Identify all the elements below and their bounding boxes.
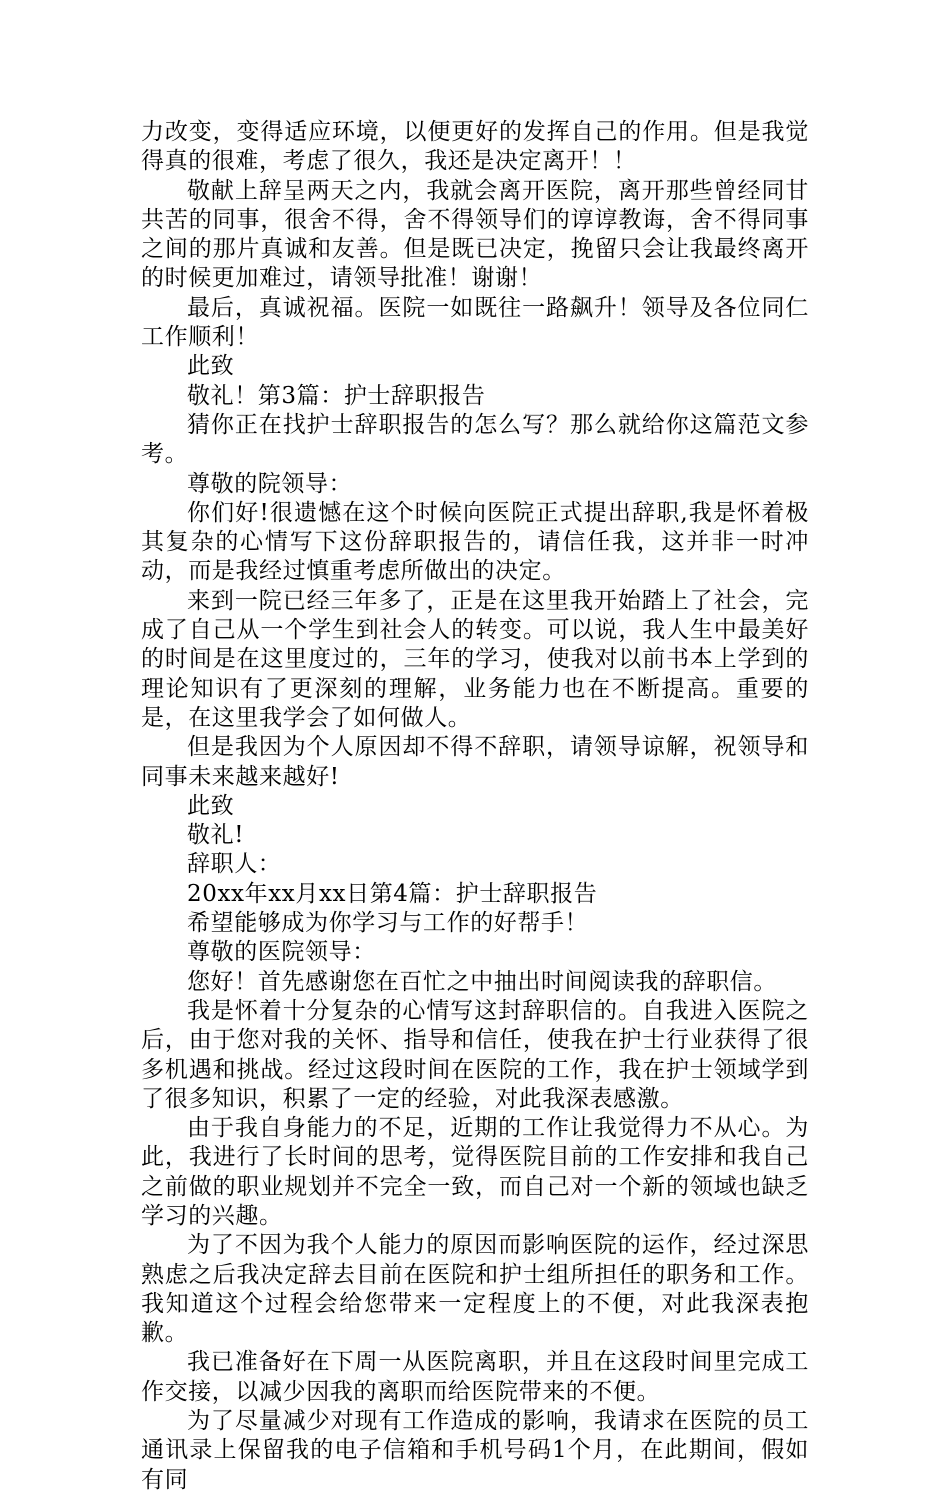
paragraph: 最后，真诚祝福。医院一如既往一路飙升！领导及各位同仁工作顺利！ [141,294,809,351]
paragraph: 敬礼！第3篇：护士辞职报告 [187,382,486,409]
paragraph: 你们好!很遗憾在这个时候向医院正式提出辞职,我是怀着极其复杂的心情写下这份辞职报告的，请信任我，这并非一时冲动，而是我经过慎重考虑所做出的决定。 [141,499,809,585]
paragraph: 您好！首先感谢您在百忙之中抽出时间阅读我的辞职信。 [187,968,777,995]
paragraph: 尊敬的院领导： [187,470,353,497]
paragraph: 20xx年xx月xx日第4篇：护士辞职报告 [187,880,598,907]
document-body [141,118,809,1495]
paragraph: 为了不因为我个人能力的原因而影响医院的运作，经过深思熟虑之后我决定辞去目前在医院和护士组所担任的职务和工作。我知道这个过程会给您带来一定程度上的不便，对此我深表抱歉。 [141,1232,809,1347]
paragraph: 此致 [187,353,235,380]
paragraph: 我是怀着十分复杂的心情写这封辞职信的。自我进入医院之后，由于您对我的关怀、指导和信任，使我在护士行业获得了很多机遇和挑战。经过这段时间在医院的工作，我在护士领域学到了很多知识，积累了一定的经验，对此我深表感激。 [141,997,809,1112]
paragraph: 辞职人： [187,851,282,878]
paragraph: 此致 [187,792,235,819]
paragraph: 猜你正在找护士辞职报告的怎么写？那么就给你这篇范文参考。 [141,411,809,468]
paragraph: 敬礼! [187,822,245,849]
paragraph: 我已准备好在下周一从医院离职，并且在这段时间里完成工作交接，以减少因我的离职而给医院带来的不便。 [141,1349,809,1405]
paragraph: 为了尽量减少对现有工作造成的影响，我请求在医院的员工通讯录上保留我的电子信箱和手机号码1个月，在此期间，假如有同 [141,1408,809,1493]
paragraph: 来到一院已经三年多了，正是在这里我开始踏上了社会，完成了自己从一个学生到社会人的转变。可以说，我人生中最美好的时间是在这里度过的，三年的学习，使我对以前书本上学到的理论知识有了更深刻的理解，业务能力也在不断提高。重要的是，在这里我学会了如何做人。 [141,587,809,731]
paragraph: 尊敬的医院领导： [187,939,376,966]
paragraph: 但是我因为个人原因却不得不辞职，请领导谅解，祝领导和同事未来越来越好! [141,734,809,790]
paragraph: 力改变，变得适应环境，以便更好的发挥自己的作用。但是我觉得真的很难，考虑了很久，我还是决定离开！！ [141,119,809,175]
paragraph: 希望能够成为你学习与工作的好帮手！ [187,910,589,937]
paragraph: 由于我自身能力的不足，近期的工作让我觉得力不从心。为此，我进行了长时间的思考，觉得医院目前的工作安排和我自己之前做的职业规划并不完全一致，而自己对一个新的领域也缺乏学习的兴趣。 [141,1115,809,1229]
paragraph: 敬献上辞呈两天之内，我就会离开医院，离开那些曾经同甘共苦的同事，很舍不得，舍不得领导们的谆谆教诲，舍不得同事之间的那片真诚和友善。但是既已决定，挽留只会让我最终离开的时候更加难过，请领导批准！谢谢！ [141,177,809,292]
